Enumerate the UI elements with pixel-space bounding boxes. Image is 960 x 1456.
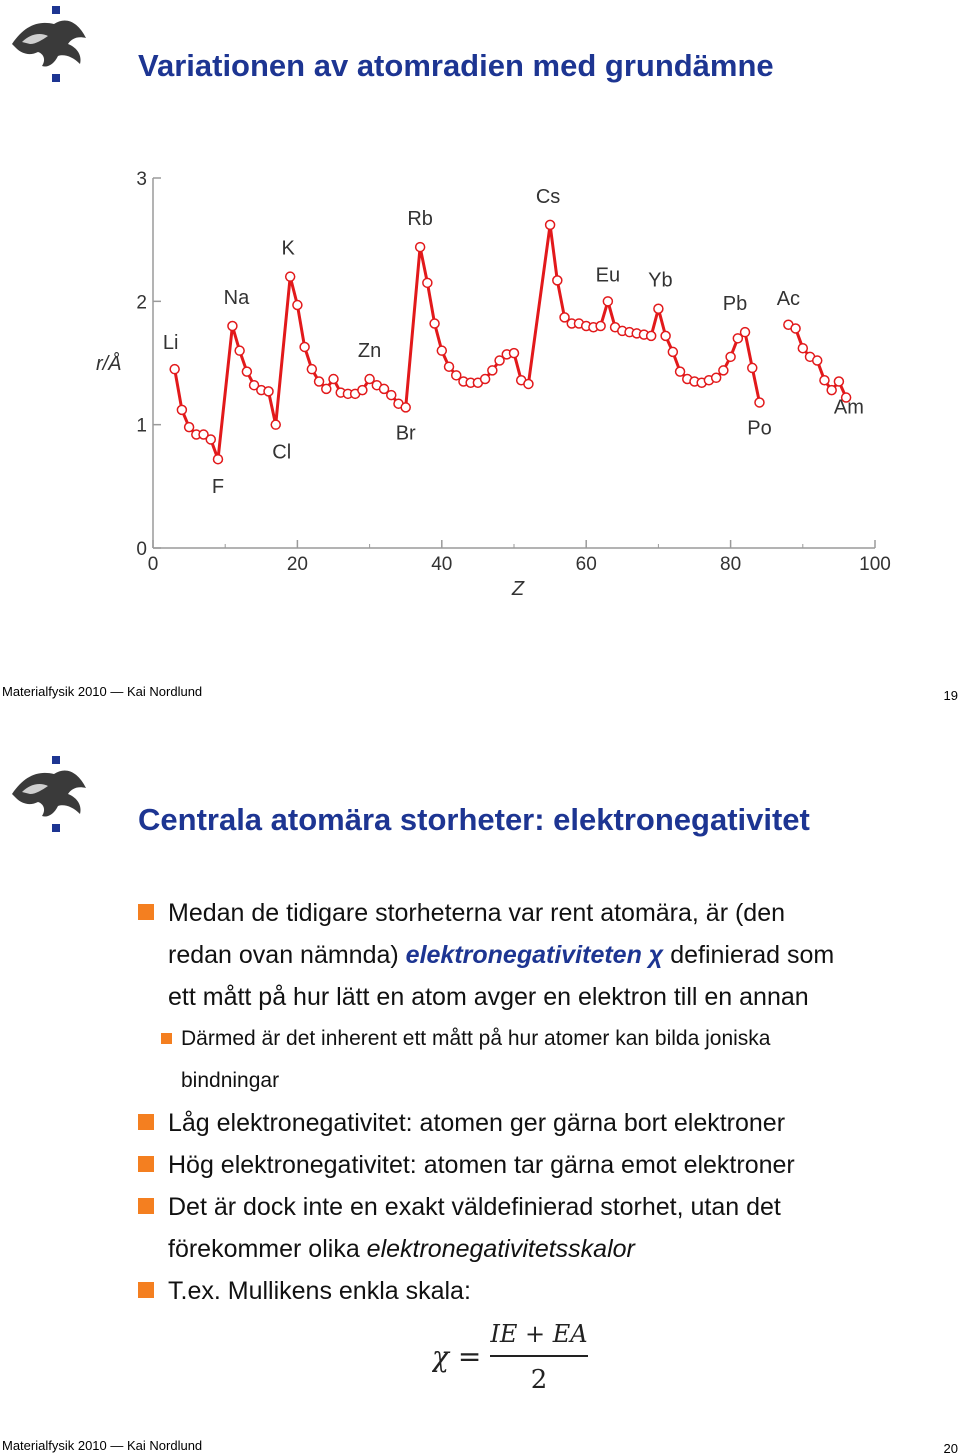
data-point <box>668 347 677 356</box>
slide-title: Variationen av atomradien med grundämne <box>138 48 774 83</box>
data-point <box>791 324 800 333</box>
bullet-item <box>138 1270 938 1312</box>
element-label: Li <box>162 332 179 355</box>
data-point <box>748 363 757 372</box>
element-label: F <box>211 476 225 499</box>
data-point <box>546 220 555 229</box>
slide-19 <box>0 0 960 720</box>
data-point <box>228 322 237 331</box>
formula-denominator: 2 <box>530 1365 548 1395</box>
element-label: Na <box>223 287 250 309</box>
university-flame-logo-icon <box>8 4 92 88</box>
x-tick-label: 100 <box>859 554 891 575</box>
data-point <box>235 346 244 355</box>
element-label: Am <box>833 396 864 419</box>
x-tick-label: 60 <box>575 554 597 575</box>
bullet-item <box>138 1144 938 1186</box>
data-point <box>719 366 728 375</box>
page-number: 20 <box>943 1441 958 1456</box>
data-point <box>264 387 273 396</box>
data-point <box>177 405 186 414</box>
data-point <box>206 435 215 444</box>
data-point <box>358 386 367 395</box>
y-tick-label: 2 <box>136 292 147 314</box>
data-point <box>387 391 396 400</box>
bullet-line: Hög elektronegativitet: atomen tar gärna emot elektroner <box>168 1151 795 1179</box>
data-point <box>596 322 605 331</box>
footer-text: Materialfysik 2010 — Kai Nordlund <box>2 1438 203 1453</box>
data-point <box>488 366 497 375</box>
bullet-line: bindningar <box>181 1069 280 1092</box>
x-tick-label: 20 <box>286 554 308 575</box>
data-point <box>813 356 822 365</box>
data-point <box>661 331 670 340</box>
element-label: Eu <box>595 264 621 287</box>
footer-text: Materialfysik 2010 — Kai Nordlund <box>2 684 203 699</box>
data-point <box>423 278 432 287</box>
y-tick-label: 3 <box>136 169 147 190</box>
data-point <box>300 342 309 351</box>
element-label: Cl <box>272 441 292 464</box>
data-point <box>185 423 194 432</box>
data-point <box>307 365 316 374</box>
y-tick-label: 1 <box>136 415 147 437</box>
data-point <box>213 455 222 464</box>
university-flame-logo-icon <box>8 754 92 838</box>
element-label: K <box>281 237 295 260</box>
x-tick-label: 80 <box>720 554 742 575</box>
bullet-line: Det är dock inte en exakt väldefinierad storhet, utan det <box>168 1193 781 1221</box>
bullet-item <box>138 1102 938 1144</box>
data-point <box>271 420 280 429</box>
data-point <box>755 398 764 407</box>
bullet-line: Därmed är det inherent ett mått på hur atomer kan bilda joniska <box>181 1027 771 1050</box>
atomic-radius-chart <box>88 160 908 610</box>
element-label: Rb <box>407 208 433 231</box>
y-tick-label: 0 <box>136 539 147 560</box>
mulliken-formula <box>432 1318 592 1398</box>
element-label: Br <box>395 422 416 445</box>
data-point <box>654 304 663 313</box>
y-axis-label: r/Å <box>96 353 122 375</box>
data-point <box>741 328 750 337</box>
italic-term: elektronegativitetsskalor <box>366 1235 635 1263</box>
data-point <box>286 272 295 281</box>
x-axis-label: Z <box>511 578 525 600</box>
data-point <box>293 301 302 310</box>
data-point <box>401 403 410 412</box>
data-point <box>329 375 338 384</box>
atomic-radius-chart-svg <box>88 160 908 610</box>
data-point <box>437 346 446 355</box>
data-point <box>242 367 251 376</box>
data-point <box>170 365 179 374</box>
element-label: Po <box>747 417 772 440</box>
data-point <box>510 349 519 358</box>
x-tick-label: 0 <box>147 554 159 575</box>
data-point <box>676 367 685 376</box>
bullet-item <box>138 1186 938 1270</box>
data-point <box>827 386 836 395</box>
data-point <box>798 344 807 353</box>
element-label: Zn <box>357 340 382 363</box>
data-point <box>647 331 656 340</box>
element-label: Cs <box>535 185 561 208</box>
element-label: Yb <box>648 269 673 292</box>
element-label: Ac <box>776 287 801 310</box>
data-point <box>603 297 612 306</box>
data-point <box>524 379 533 388</box>
data-point <box>430 319 439 328</box>
bullet-item <box>138 892 938 1018</box>
x-tick-label: 40 <box>431 554 453 575</box>
bullet-list <box>138 892 938 1312</box>
data-point <box>481 375 490 384</box>
data-point <box>712 373 721 382</box>
bullet-line: Medan de tidigare storheterna var rent atomära, är (den <box>168 899 786 927</box>
bullet-line: ett mått på hur lätt en atom avger en elektron till en annan <box>168 983 809 1011</box>
text-run: förekommer olika <box>168 1235 367 1263</box>
element-label: Pb <box>722 293 748 316</box>
bullet-line <box>168 934 938 976</box>
formula-numerator: IE + EA <box>490 1320 588 1348</box>
formula-lhs: χ = <box>432 1340 482 1373</box>
bullet-line: Låg elektronegativitet: atomen ger gärna bort elektroner <box>168 1109 786 1137</box>
emphasis-term: elektronegativiteten χ <box>405 941 664 969</box>
page-number: 19 <box>943 688 958 703</box>
sub-bullet-item <box>161 1018 938 1102</box>
slide-title: Centrala atomära storheter: elektronegativitet <box>138 802 810 837</box>
data-point <box>416 243 425 252</box>
data-point <box>820 376 829 385</box>
bullet-line: T.ex. Mullikens enkla skala: <box>168 1277 471 1305</box>
data-point <box>834 377 843 386</box>
bullet-line <box>168 1228 938 1270</box>
data-point <box>553 276 562 285</box>
data-point <box>322 384 331 393</box>
text-run: redan ovan nämnda) <box>168 941 406 969</box>
data-point <box>315 377 324 386</box>
text-run: definierad som <box>663 941 835 969</box>
data-point <box>726 352 735 361</box>
data-point <box>445 362 454 371</box>
